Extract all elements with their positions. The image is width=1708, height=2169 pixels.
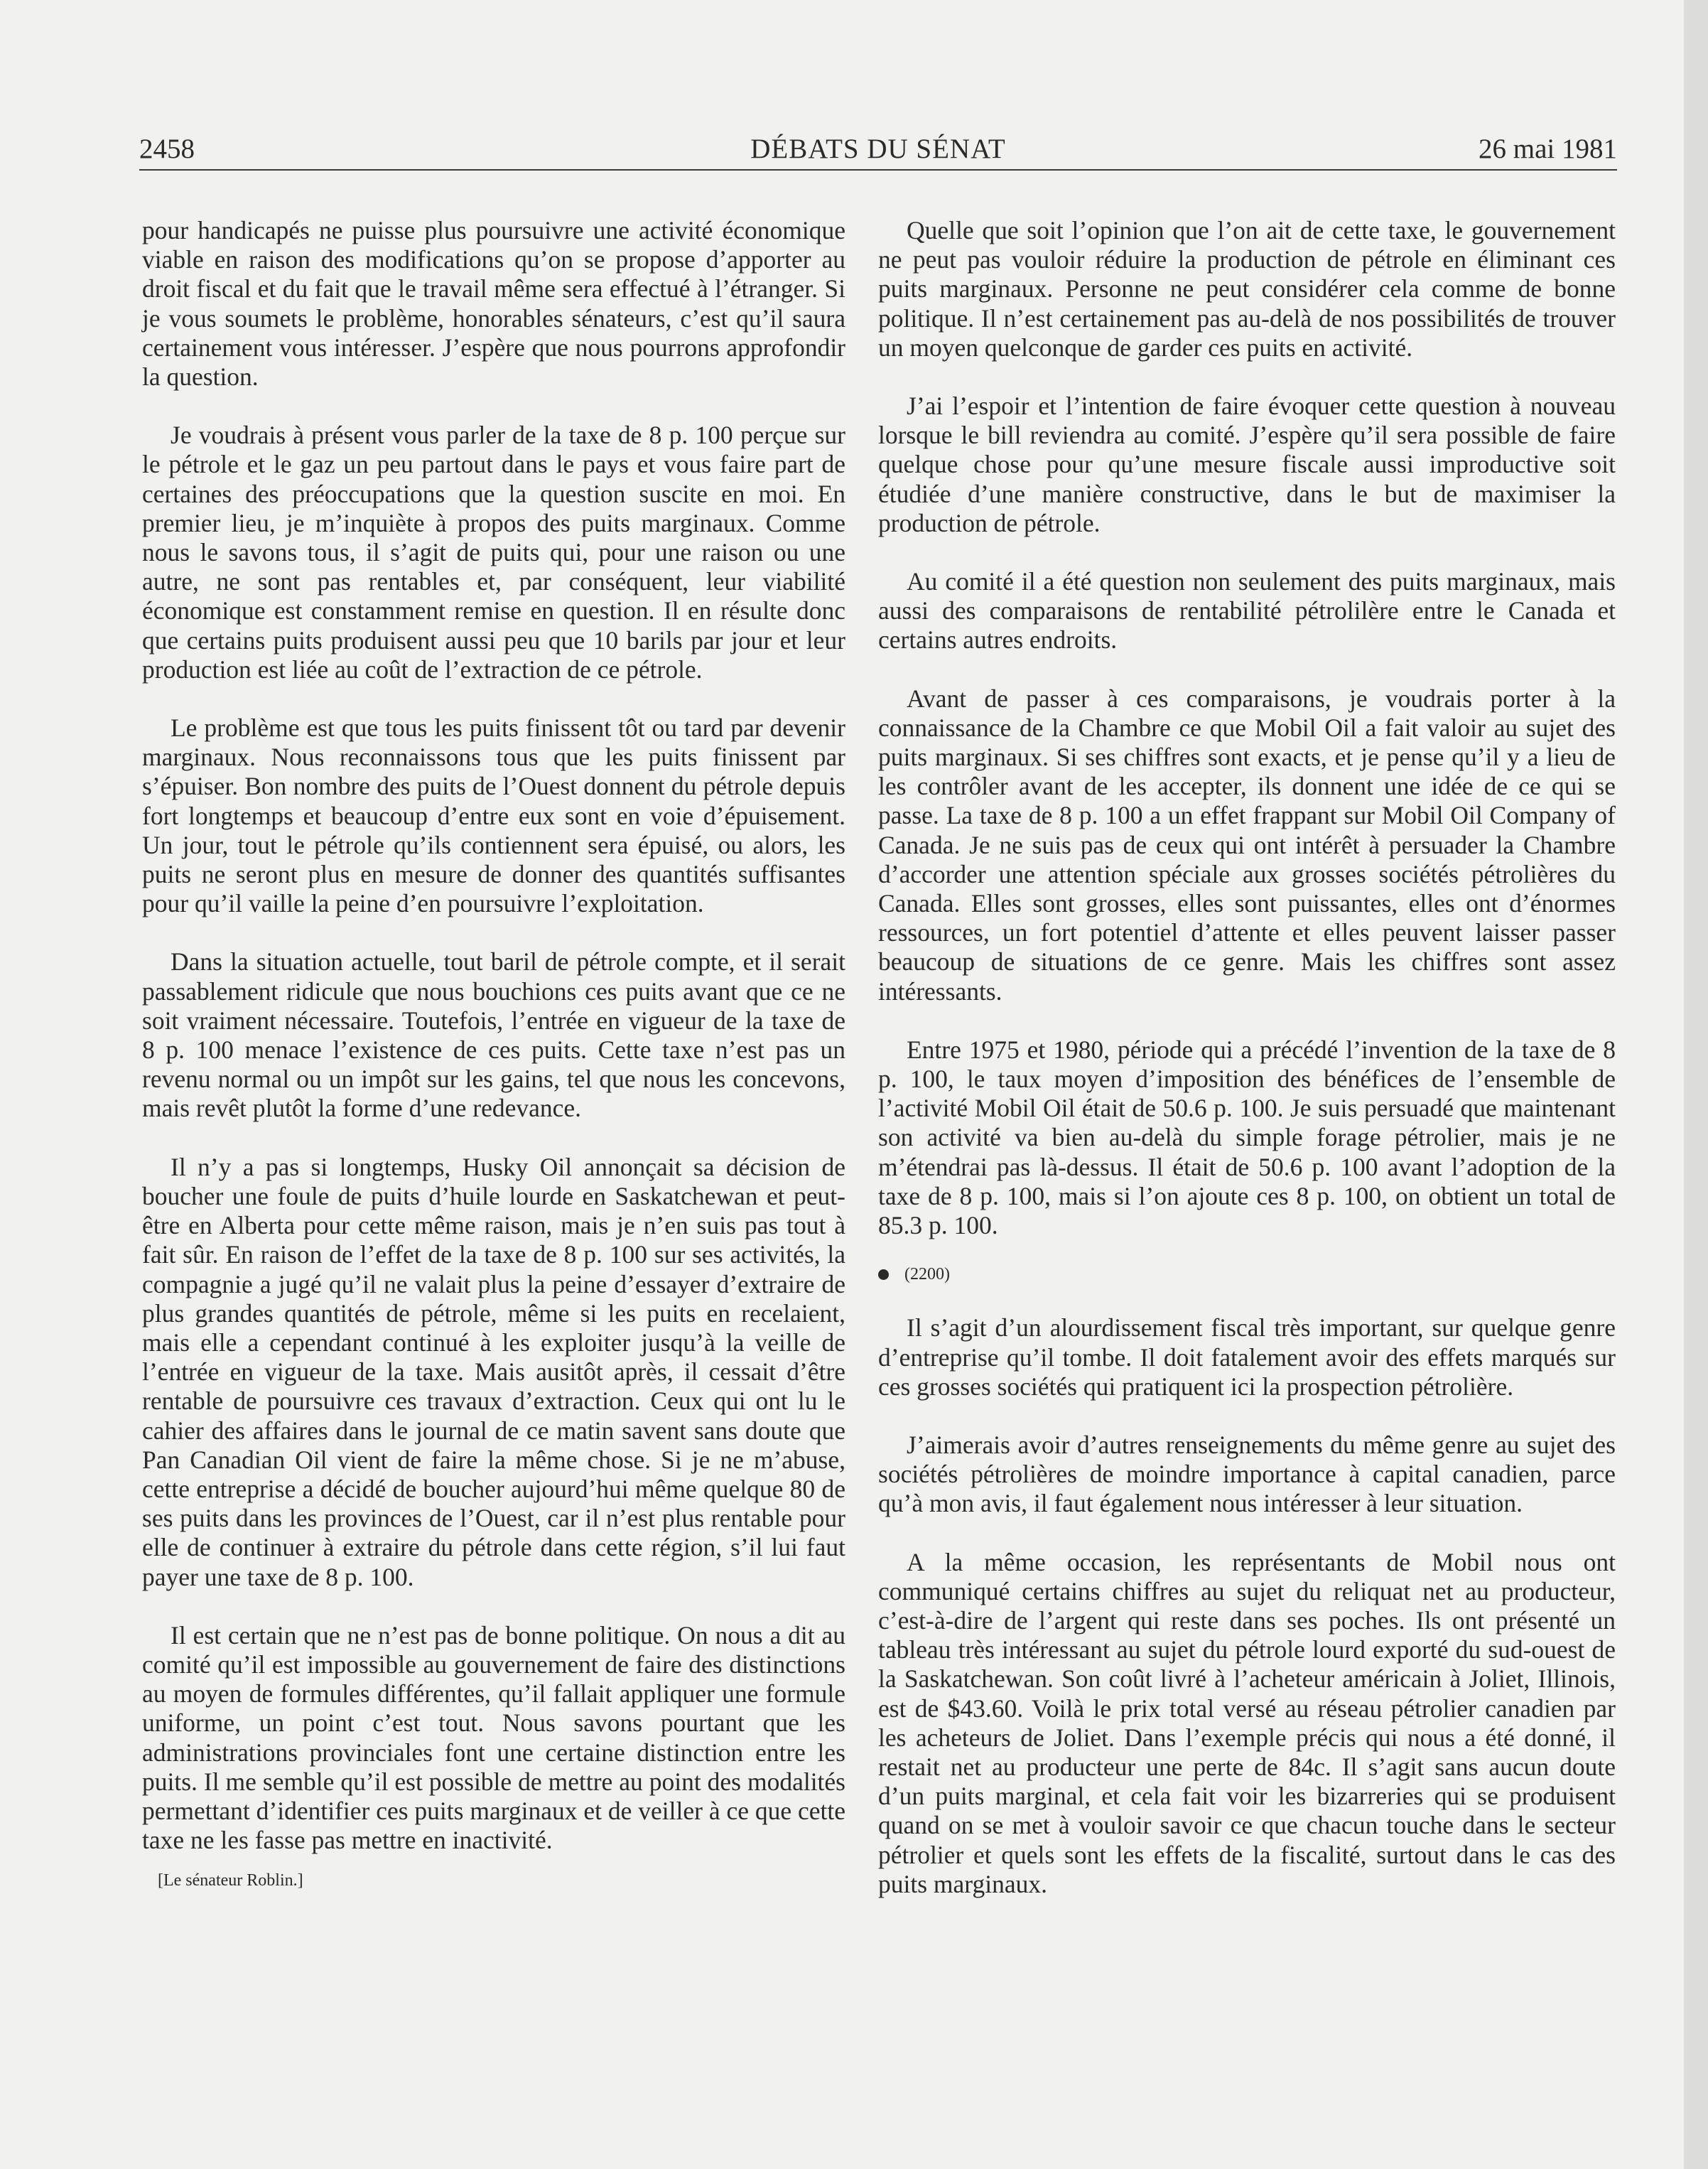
- page-number: 2458: [139, 134, 195, 164]
- time-marker-label: (2200): [904, 1265, 950, 1284]
- paragraph: Avant de passer à ces comparaisons, je voudrais porter à la connaissance de la Chambre ce que Mobil Oil a fait valoir au sujet des puits marginaux. Si ses chiffres sont exacts, et je pense qu’il y a lieu de les contrôler avant de les accepter, ils donnent une idée de ce qui se passe. La taxe de 8 p. 100 a un effet frappant sur Mobil Oil Company of Canada. Je ne suis pas de ceux qui ont intérêt à persuader la Chambre d’accorder une attention spéciale aux grosses sociétés pétrolières du Canada. Elles sont grosses, elles sont puissantes, elles ont d’énormes ressources, un fort potentiel d’attente et elles peuvent laisser passer beaucoup de situations de ce genre. Mais les chiffres sont assez intéressants.: [878, 684, 1616, 1006]
- paragraph: A la même occasion, les représentants de Mobil nous ont communiqué certains chiffres au sujet du reliquat net au producteur, c’est-à-dire de l’argent qui reste dans ses poches. Ils ont présenté un tableau très intéressant au sujet du pétrole lourd exporté du sud-ouest de la Saskatchewan. Son coût livré à l’acheteur américain à Joliet, Illinois, est de $43.60. Voilà le prix total versé au réseau pétrolier canadien par les acheteurs de Joliet. Dans l’exemple précis qui nous a été donné, il restait net au producteur une perte de 84c. Il s’agit sans aucun doute d’un puits marginal, et cela fait voir les bizarreries qui se produisent quand on se met à vouloir savoir ce que chacun touche dans le secteur pétrolier et quels sont les effets de la fiscalité, surtout dans le cas des puits marginaux.: [878, 1547, 1616, 1898]
- paragraph: Quelle que soit l’opinion que l’on ait de cette taxe, le gouvernement ne peut pas vouloir réduire la production de pétrole en éliminant ces puits marginaux. Personne ne peut considérer cela comme de bonne politique. Il n’est certainement pas au-delà de nos possibilités de trouver un moyen quelconque de garder ces puits en activité.: [878, 216, 1616, 362]
- paragraph: Le problème est que tous les puits finissent tôt ou tard par devenir marginaux. Nous reconnaissons tous que les puits finissent par s’épuiser. Bon nombre des puits de l’Ouest donnent du pétrole depuis fort longtemps et beaucoup d’entre eux sont en voie d’épuisement. Un jour, tout le pétrole qu’ils contiennent sera épuisé, ou alors, les puits ne seront plus en mesure de donner des quantités suffisantes pour qu’il vaille la peine d’en poursuivre l’exploitation.: [142, 714, 845, 918]
- paragraph: Dans la situation actuelle, tout baril de pétrole compte, et il serait passablement ridicule que nous bouchions ces puits avant que ce ne soit vraiment nécessaire. Toutefois, l’entrée en vigueur de la taxe de 8 p. 100 menace l’existence de ces puits. Cette taxe n’est pas un revenu normal ou un impôt sur les gains, tel que nous les concevons, mais revêt plutôt la forme d’une redevance.: [142, 947, 845, 1123]
- paragraph: Il est certain que ne n’est pas de bonne politique. On nous a dit au comité qu’il est impossible au gouvernement de faire des distinctions au moyen de formules différentes, qu’il fallait appliquer une formule uniforme, un point c’est tout. Nous savons pourtant que les administrations provinciales font une certaine distinction entre les puits. Il me semble qu’il est possible de mettre au point des modalités permettant d’identifier ces puits marginaux et de veiller à ce que cette taxe ne les fasse pas mettre en inactivité.: [142, 1620, 845, 1855]
- page-header: [139, 131, 1617, 168]
- time-marker: [878, 1264, 1616, 1285]
- header-rule: [139, 169, 1617, 171]
- bullet-dot-icon: [878, 1269, 889, 1280]
- speaker-attribution: [Le sénateur Roblin.]: [158, 1871, 303, 1890]
- left-column: [142, 216, 845, 1891]
- paragraph: Au comité il a été question non seulement des puits marginaux, mais aussi des comparaisons de rentabilité pétrolilère entre le Canada et certains autres endroits.: [878, 567, 1616, 655]
- issue-date: 26 mai 1981: [1479, 134, 1617, 164]
- scan-edge: [1684, 0, 1708, 2169]
- publication-title: DÉBATS DU SÉNAT: [750, 134, 1006, 164]
- paragraph: Il n’y a pas si longtemps, Husky Oil annonçait sa décision de boucher une foule de puits d’huile lourde en Saskatchewan et peut-être en Alberta pour cette même raison, mais je n’en suis pas tout à fait sûr. En raison de l’effet de la taxe de 8 p. 100 sur ses activités, la compagnie a jugé qu’il ne valait plus la peine d’essayer d’extraire de plus grandes quantités de pétrole, même si les puits en recelaient, mais elle a cependant continué à les exploiter jusqu’à la veille de l’entrée en vigueur de la taxe. Mais ausitôt après, il cessait d’être rentable de poursuivre ces travaux d’extraction. Ceux qui ont lu le cahier des affaires dans le journal de ce matin savent sans doute que Pan Canadian Oil vient de faire la même chose. Si je ne m’abuse, cette entreprise a décidé de boucher aujourd’hui même quelque 80 de ses puits dans les provinces de l’Ouest, car il n’est plus rentable pour elle de continuer à extraire du pétrole dans cette région, s’il lui faut payer une taxe de 8 p. 100.: [142, 1152, 845, 1591]
- paragraph: Il s’agit d’un alourdissement fiscal très important, sur quelque genre d’entreprise qu’il tombe. Il doit fatalement avoir des effets marqués sur ces grosses sociétés qui pratiquent ici la prospection pétrolière.: [878, 1313, 1616, 1401]
- paragraph: pour handicapés ne puisse plus poursuivre une activité économique viable en raison des modifications qu’on se propose d’apporter au droit fiscal et du fait que le travail même sera effectué à l’étranger. Si je vous soumets le problème, honorables sénateurs, c’est qu’il saura certainement vous intéresser. J’espère que nous pourrons approfondir la question.: [142, 216, 845, 392]
- paragraph: Entre 1975 et 1980, période qui a précédé l’invention de la taxe de 8 p. 100, le taux moyen d’imposition des bénéfices de l’ensemble de l’activité Mobil Oil était de 50.6 p. 100. Je suis persuadé que maintenant son activité va bien au-delà du simple forage pétrolier, mais je ne m’étendrai pas là-dessus. Il était de 50.6 p. 100 avant l’adoption de la taxe de 8 p. 100, mais si l’on ajoute ces 8 p. 100, on obtient un total de 85.3 p. 100.: [878, 1035, 1616, 1240]
- paragraph: J’aimerais avoir d’autres renseignements du même genre au sujet des sociétés pétrolières de moindre importance à capital canadien, parce qu’à mon avis, il faut également nous intéresser à leur situation.: [878, 1430, 1616, 1518]
- right-column: [878, 216, 1616, 1928]
- paragraph: J’ai l’espoir et l’intention de faire évoquer cette question à nouveau lorsque le bill reviendra au comité. J’espère qu’il sera possible de faire quelque chose pour qu’une mesure fiscale aussi improductive soit étudiée d’une manière constructive, dans le but de maximiser la production de pétrole.: [878, 392, 1616, 537]
- paragraph: Je voudrais à présent vous parler de la taxe de 8 p. 100 perçue sur le pétrole et le gaz un peu partout dans le pays et vous faire part de certaines des préoccupations que la question suscite en moi. En premier lieu, je m’inquiète à propos des puits marginaux. Comme nous le savons tous, il s’agit de puits qui, pour une raison ou une autre, ne sont pas rentables et, par conséquent, leur viabilité économique est constamment remise en question. Il en résulte donc que certains puits produisent aussi peu que 10 barils par jour et leur production est liée au coût de l’extraction de ce pétrole.: [142, 421, 845, 684]
